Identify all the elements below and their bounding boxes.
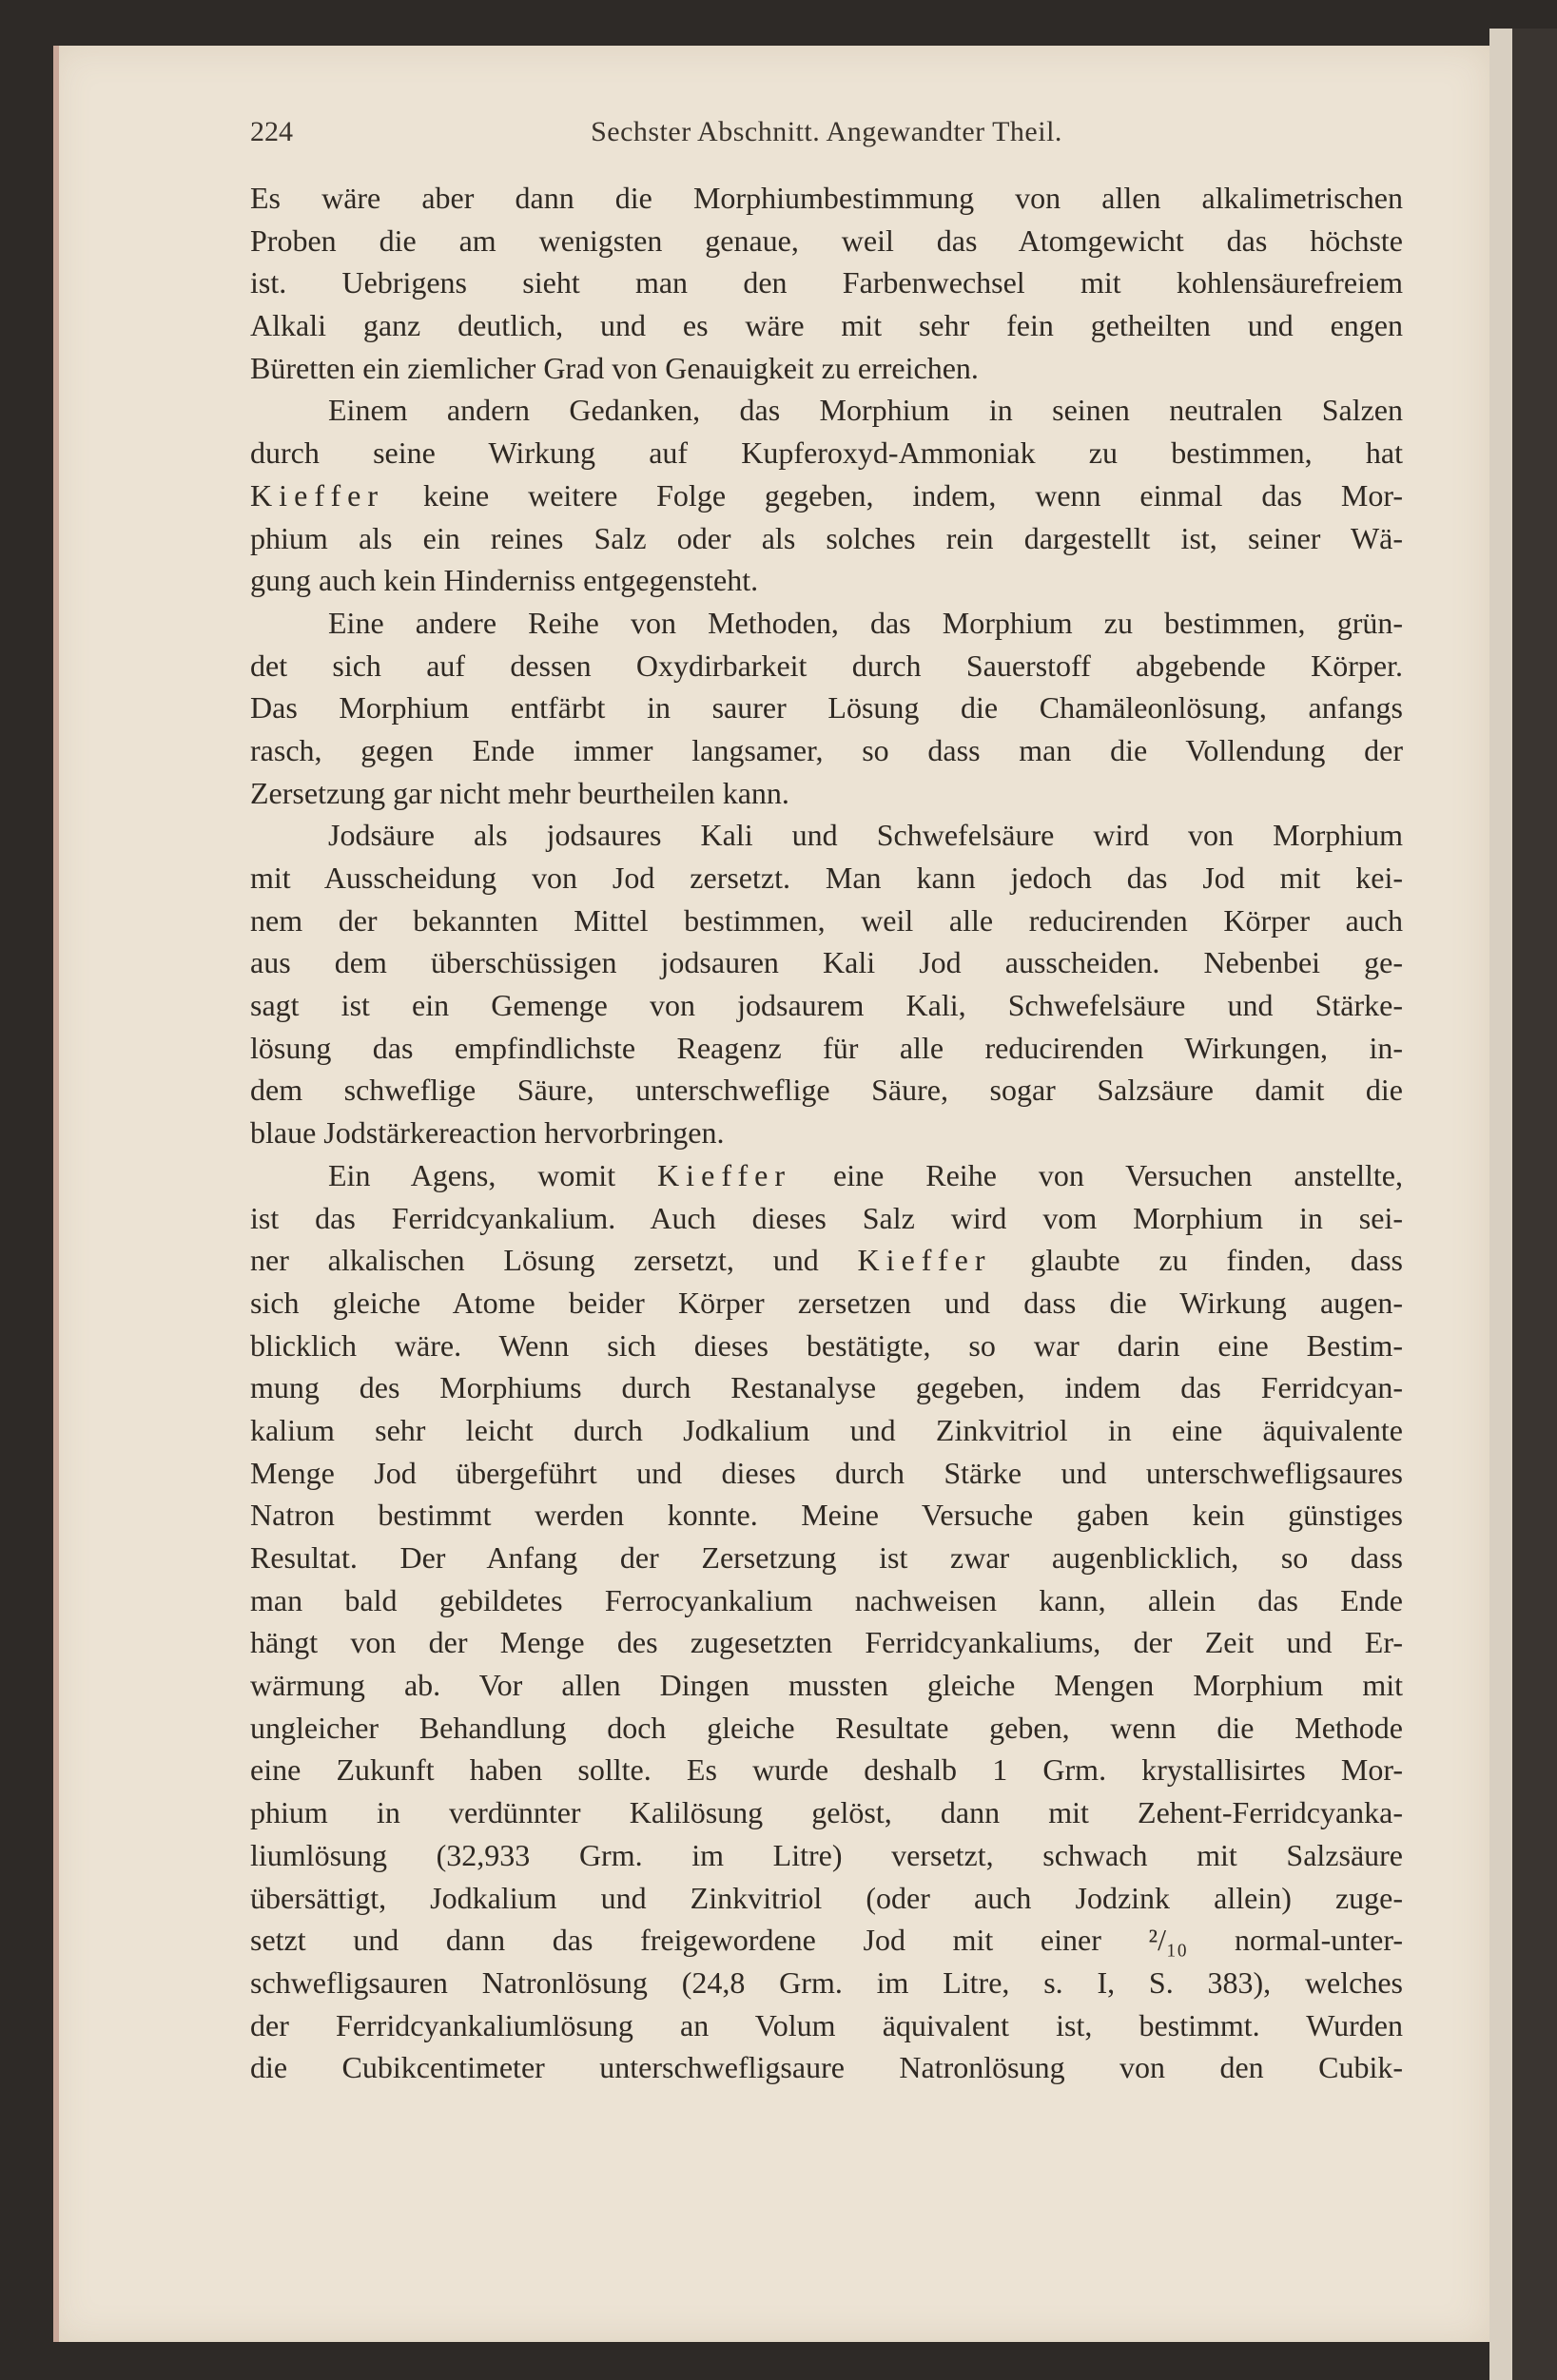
text-segment: keine weitere Folge gegeben, indem, wenn einmal das Mor- <box>384 477 1403 513</box>
text-line <box>250 1197 1403 1240</box>
text-segment: det sich auf dessen Oxydirbarkeit durch Sauerstoff abgebende Körper. <box>250 648 1403 683</box>
text-line <box>250 347 1403 390</box>
text-segment: kalium sehr leicht durch Jodkalium und Zinkvitriol in eine äquivalente <box>250 1412 1403 1447</box>
text-line <box>250 261 1403 304</box>
text-line <box>250 1494 1403 1537</box>
text-segment: blaue Jodstärkereaction hervorbringen. <box>250 1115 725 1151</box>
text-line <box>250 1834 1403 1877</box>
text-segment: durch seine Wirkung auf Kupferoxyd-Ammoniak zu bestimmen, hat <box>250 435 1403 471</box>
page-number: 224 <box>250 116 293 147</box>
text-line <box>250 1154 1403 1197</box>
text-line <box>250 602 1403 645</box>
text-segment: wärmung ab. Vor allen Dingen mussten gleiche Mengen Morphium mit <box>250 1668 1403 1703</box>
text-segment: eine Reihe von Versuchen anstellte, <box>791 1157 1404 1192</box>
text-line <box>250 1791 1403 1834</box>
text-segment: hängt von der Menge des zugesetzten Ferridcyankaliums, der Zeit und Er- <box>250 1625 1403 1660</box>
text-segment: der Ferridcyankaliumlösung an Volum äquivalent ist, bestimmt. Wurden <box>250 2007 1403 2042</box>
running-title: Sechster Abschnitt. Angewandter Theil. <box>591 116 1062 147</box>
text-segment: Alkali ganz deutlich, und es wäre mit sehr fein getheilten und engen <box>250 308 1403 343</box>
text-line <box>250 1325 1403 1367</box>
page-header <box>250 116 1403 158</box>
text-segment: Das Morphium entfärbt in saurer Lösung die Chamäleonlösung, anfangs <box>250 690 1403 726</box>
text-segment: lösung das empfindlichste Reagenz für alle reducirenden Wirkungen, in- <box>250 1030 1403 1065</box>
text-line <box>250 1027 1403 1070</box>
text-line <box>250 1877 1403 1920</box>
text-segment: liumlösung (32,933 Grm. im Litre) versetzt, schwach mit Salzsäure <box>250 1837 1403 1872</box>
text-segment: ner alkalischen Lösung zersetzt, und <box>250 1243 858 1278</box>
text-line <box>250 729 1403 772</box>
text-line <box>250 1621 1403 1664</box>
text-line <box>250 1069 1403 1112</box>
text-segment: schwefligsauren Natronlösung (24,8 Grm. im Litre, s. I, S. 383), welches <box>250 1964 1403 2000</box>
spaced-name: Kieffer <box>250 477 385 513</box>
text-segment: ungleicher Behandlung doch gleiche Resultate geben, wenn die Methode <box>250 1710 1403 1745</box>
text-line <box>250 474 1403 517</box>
text-line <box>250 1282 1403 1325</box>
text-line <box>250 772 1403 815</box>
text-segment: Proben die am wenigsten genaue, weil das Atomgewicht das höchste <box>250 223 1403 258</box>
text-segment: Eine andere Reihe von Methoden, das Morphium zu bestimmen, grün- <box>328 605 1403 640</box>
text-line <box>250 1537 1403 1579</box>
text-segment: phium in verdünnter Kalilösung gelöst, dann mit Zehent-Ferridcyanka- <box>250 1795 1403 1830</box>
text-segment: man bald gebildetes Ferrocyankalium nachweisen kann, allein das Ende <box>250 1582 1403 1617</box>
text-line <box>250 984 1403 1027</box>
text-line <box>250 1579 1403 1622</box>
text-line <box>250 517 1403 560</box>
text-line <box>250 220 1403 262</box>
text-line <box>250 857 1403 900</box>
text-segment: rasch, gegen Ende immer langsamer, so dass man die Vollendung der <box>250 732 1403 767</box>
text-segment: Zersetzung gar nicht mehr beurtheilen kann. <box>250 775 789 810</box>
text-line <box>250 2046 1403 2089</box>
text-line <box>250 389 1403 432</box>
text-segment: Es wäre aber dann die Morphiumbestimmung von allen alkalimetrischen <box>250 181 1403 215</box>
text-segment: Ein Agens, womit <box>328 1157 658 1192</box>
text-line <box>250 1962 1403 2004</box>
text-line <box>250 1919 1403 1962</box>
text-segment: setzt und dann das freigewordene Jod mit einer ²/₁₀ normal-unter- <box>250 1923 1403 1958</box>
text-line <box>250 432 1403 474</box>
text-line <box>250 1366 1403 1409</box>
text-line <box>250 304 1403 347</box>
text-line <box>250 941 1403 984</box>
text-segment: phium als ein reines Salz oder als solches rein dargestellt ist, seiner Wä- <box>250 520 1403 555</box>
text-segment: dem schweflige Säure, unterschweflige Säure, sogar Salzsäure damit die <box>250 1073 1403 1108</box>
text-segment: gung auch kein Hinderniss entgegensteht. <box>250 563 759 598</box>
spaced-name: Kieffer <box>857 1243 992 1278</box>
text-line <box>250 177 1403 220</box>
spaced-name: Kieffer <box>657 1157 792 1192</box>
text-segment: eine Zukunft haben sollte. Es wurde deshalb 1 Grm. krystallisirtes Mor- <box>250 1752 1403 1788</box>
text-segment: glaubte zu finden, dass <box>991 1243 1403 1278</box>
text-line <box>250 1239 1403 1282</box>
text-line <box>250 1664 1403 1707</box>
text-segment: mung des Morphiums durch Restanalyse gegeben, indem das Ferridcyan- <box>250 1370 1403 1405</box>
text-segment: Natron bestimmt werden konnte. Meine Versuche gaben kein günstiges <box>250 1498 1403 1533</box>
background-edge <box>1512 29 1557 2380</box>
page-body-text <box>250 177 1403 2089</box>
text-segment: Resultat. Der Anfang der Zersetzung ist zwar augenblicklich, so dass <box>250 1540 1403 1575</box>
text-line <box>250 814 1403 857</box>
text-segment: Menge Jod übergeführt und dieses durch Stärke und unterschwefligsaures <box>250 1455 1403 1490</box>
text-segment: sagt ist ein Gemenge von jodsaurem Kali, Schwefelsäure und Stärke- <box>250 988 1403 1023</box>
text-segment: die Cubikcentimeter unterschwefligsaure Natronlösung von den Cubik- <box>250 2050 1403 2085</box>
text-segment: ist. Uebrigens sieht man den Farbenwechsel mit kohlensäurefreiem <box>250 265 1403 300</box>
text-line <box>250 645 1403 687</box>
text-segment: aus dem überschüssigen jodsauren Kali Jod ausscheiden. Nebenbei ge- <box>250 945 1403 980</box>
text-segment: Einem andern Gedanken, das Morphium in seinen neutralen Salzen <box>328 393 1403 428</box>
text-line <box>250 1409 1403 1452</box>
text-segment: Büretten ein ziemlicher Grad von Genauigkeit zu erreichen. <box>250 350 979 385</box>
text-line <box>250 559 1403 602</box>
text-line <box>250 1452 1403 1495</box>
text-line <box>250 900 1403 942</box>
text-line <box>250 687 1403 729</box>
text-segment: blicklich wäre. Wenn sich dieses bestätigte, so war darin eine Bestim- <box>250 1327 1403 1363</box>
text-segment: mit Ausscheidung von Jod zersetzt. Man kann jedoch das Jod mit kei- <box>250 861 1403 895</box>
text-segment: nem der bekannten Mittel bestimmen, weil alle reducirenden Körper auch <box>250 902 1403 938</box>
text-line <box>250 1112 1403 1154</box>
text-line <box>250 2004 1403 2047</box>
text-segment: ist das Ferridcyankalium. Auch dieses Salz wird vom Morphium in sei- <box>250 1200 1403 1235</box>
text-segment: sich gleiche Atome beider Körper zersetzen und dass die Wirkung augen- <box>250 1285 1403 1320</box>
text-segment: übersättigt, Jodkalium und Zinkvitriol (oder auch Jodzink allein) zuge- <box>250 1880 1403 1915</box>
text-line <box>250 1749 1403 1791</box>
text-segment: Jodsäure als jodsaures Kali und Schwefelsäure wird von Morphium <box>328 818 1403 853</box>
text-line <box>250 1707 1403 1750</box>
